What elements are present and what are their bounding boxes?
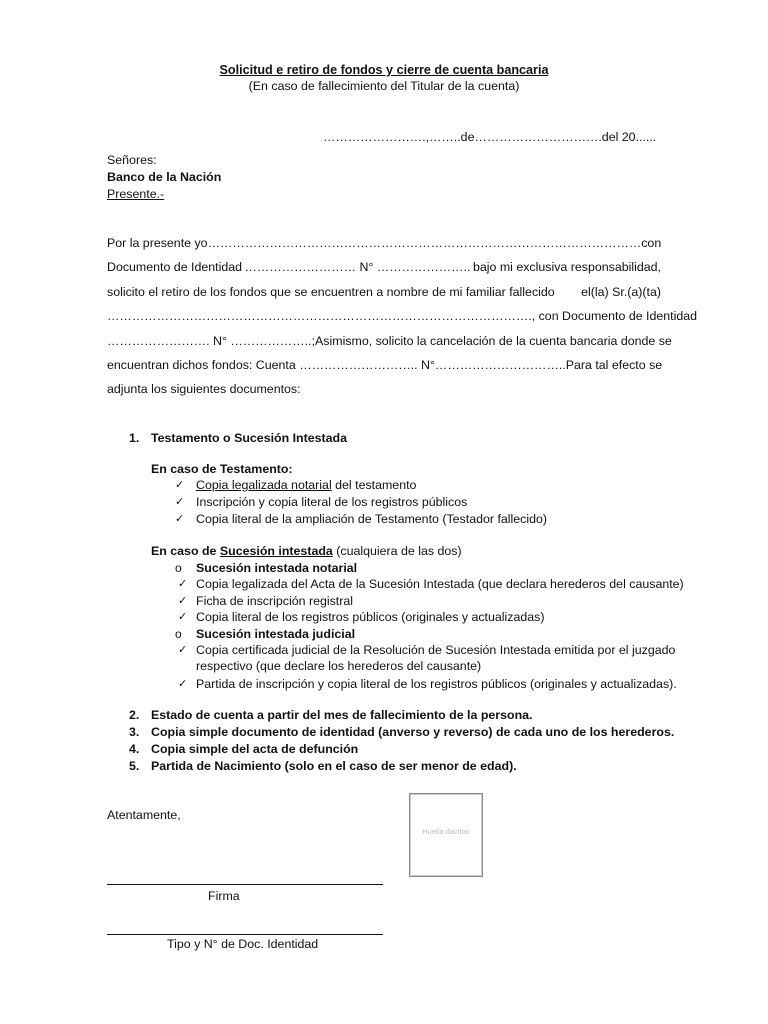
testamento-doc-3: Copia literal de la ampliación de Testamento (Testador fallecido)	[196, 512, 548, 526]
item-3-text: Copia simple documento de identidad (anverso y reverso) de cada uno de los herederos.	[151, 725, 675, 739]
doc-number-blank: ……………………… N° …………………..	[244, 260, 471, 274]
date-line: …………………….,……..de………………………….del 20......	[323, 130, 657, 144]
judicial-doc-1a: Copia certificada judicial de la Resolución de Sucesión Intestada emitida por el juzgado	[196, 643, 676, 657]
item-5-number: 5.	[129, 759, 140, 773]
body-l1-end: con	[641, 236, 662, 250]
check-icon: ✓	[175, 512, 185, 525]
item-5-text: Partida de Nacimiento (solo en el caso de ser menor de edad).	[151, 759, 517, 773]
check-icon: ✓	[178, 594, 188, 607]
body-l5-blank: ……………………. N° ………………..;	[107, 334, 316, 348]
body-line-7: adjunta los siguientes documentos:	[107, 382, 301, 396]
closing: Atentamente,	[107, 808, 181, 822]
notarial-doc-3: Copia literal de los registros públicos (originales y actualizadas)	[196, 610, 545, 624]
id-line	[107, 934, 383, 935]
testamento-doc-1: Copia legalizada notarial del testamento	[196, 478, 417, 492]
testamento-doc-2: Inscripción y copia literal de los registros públicos	[196, 495, 468, 509]
item-4-text: Copia simple del acta de defunción	[151, 742, 359, 756]
name-blank: ……………………………………………………………………………………………	[207, 236, 642, 250]
item-2-number: 2.	[129, 708, 140, 722]
notarial-doc-1: Copia legalizada del Acta de la Sucesión Intestada (que declara herederos del causante)	[196, 577, 684, 591]
judicial-label: Sucesión intestada judicial	[196, 627, 356, 641]
item-3-number: 3.	[129, 725, 140, 739]
id-label: Tipo y N° de Doc. Identidad	[167, 937, 319, 951]
check-icon: ✓	[178, 577, 188, 590]
check-icon: ✓	[178, 677, 188, 690]
check-icon: ✓	[175, 478, 185, 491]
greeting-bank: Banco de la Nación	[107, 170, 222, 184]
item-2-text: Estado de cuenta a partir del mes de fallecimiento de la persona.	[151, 708, 533, 722]
circle-bullet-icon: o	[175, 561, 182, 575]
check-icon: ✓	[175, 495, 185, 508]
fingerprint-label: Huella dactilar	[422, 827, 470, 836]
body-l2-end: bajo mi exclusiva responsabilidad,	[472, 260, 661, 274]
body-l3-text: solicito el retiro de los fondos que se encuentren a nombre de mi familiar fallecido	[107, 285, 555, 299]
item-1-number: 1.	[129, 431, 140, 445]
check-icon: ✓	[178, 643, 188, 656]
body-l2-text: Documento de Identidad	[107, 260, 243, 274]
document-subtitle: (En caso de fallecimiento del Titular de la cuenta)	[248, 79, 520, 93]
body-l5-text: Asimismo, solicito la cancelación de la cuenta bancaria donde se	[315, 334, 672, 348]
body-line-2	[107, 260, 661, 274]
body-l1-text: Por la presente yo	[107, 236, 208, 250]
body-l3-end: el(la) Sr.(a)(ta)	[581, 285, 661, 299]
check-icon: ✓	[178, 610, 188, 623]
testamento-heading: En caso de Testamento:	[151, 462, 293, 476]
item-1-label: Testamento o Sucesión Intestada	[151, 431, 347, 445]
greeting-senores: Señores:	[107, 153, 157, 167]
body-line-5	[107, 334, 672, 348]
notarial-label: Sucesión intestada notarial	[196, 561, 358, 575]
sucesion-heading: En caso de Sucesión intestada (cualquiera de las dos)	[151, 544, 462, 558]
greeting-presente: Presente.-	[107, 187, 165, 201]
fingerprint-box	[409, 793, 483, 877]
circle-bullet-icon: o	[175, 627, 182, 641]
judicial-doc-1b: respectivo (que declare los herederos del causante)	[196, 659, 482, 673]
signature-line	[107, 884, 383, 885]
item-4-number: 4.	[129, 742, 140, 756]
body-line-4: …………………………………………………………………………………………., con Documento de Identidad	[107, 309, 698, 323]
body-line-1	[107, 236, 661, 250]
notarial-doc-2: Ficha de inscripción registral	[196, 594, 354, 608]
body-line-6: encuentran dichos fondos: Cuenta ……………………….. N°…………………………..Para tal efecto se	[107, 358, 663, 372]
judicial-doc-2: Partida de inscripción y copia literal de los registros públicos (originales y actualizadas).	[196, 677, 677, 691]
signature-label: Firma	[208, 889, 240, 903]
document-title: Solicitud e retiro de fondos y cierre de cuenta bancaria	[219, 63, 549, 77]
body-line-3	[107, 285, 661, 299]
